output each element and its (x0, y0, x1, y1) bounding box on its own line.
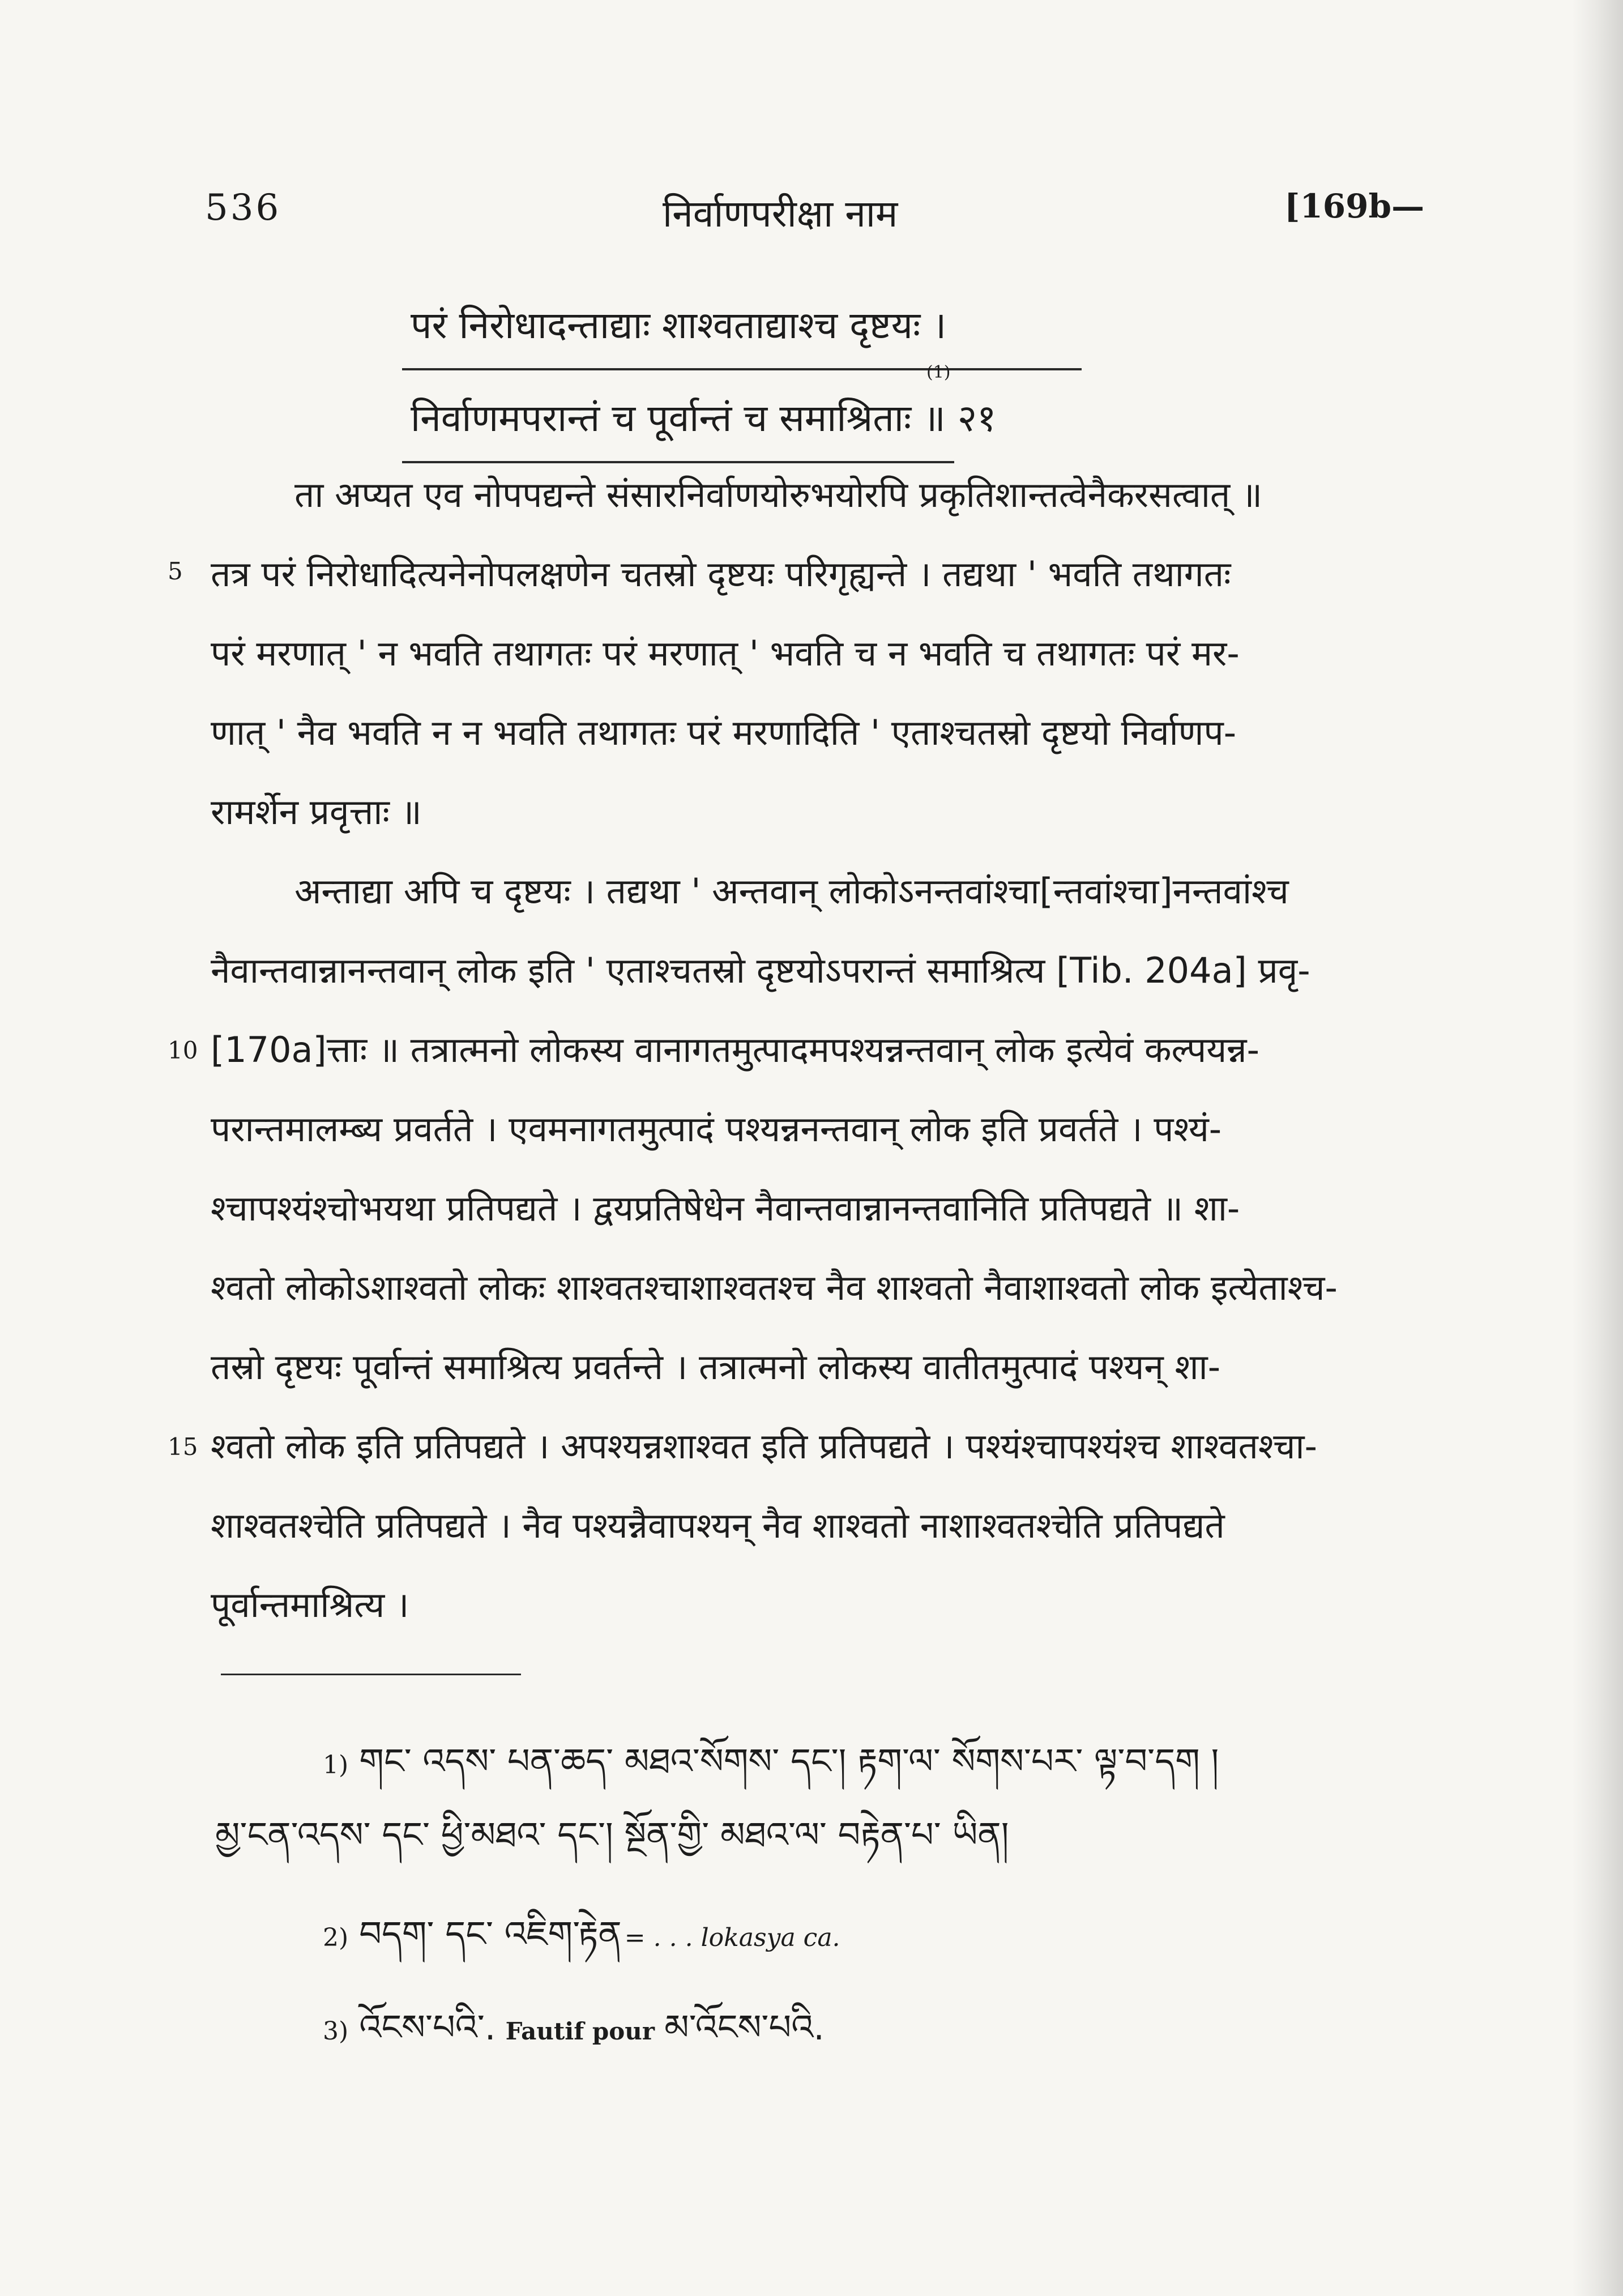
text-line: तस्रो दृष्टयः पूर्वान्तं समाश्रित्य प्रवर्तन्ते । तत्रात्मनो लोकस्य वातीतमुत्पादं पश्यन् शा- (211, 1346, 1221, 1388)
verse-line-2: निर्वाणमपरान्तं च पूर्वान्तं च समाश्रिताः ॥ २१ (402, 376, 954, 463)
verse-line-1: परं निरोधादन्ताद्याः शाश्वताद्याश्च दृष्टयः । (402, 283, 1082, 370)
verse-footnote-marker: (1) (926, 362, 951, 382)
text-line: परं मरणात् ' न भवति तथागतः परं मरणात् ' भवति च न भवति च तथागतः परं मर- (211, 633, 1240, 674)
text-line: पूर्वान्तमाश्रित्य । (211, 1584, 409, 1625)
running-title: निर्वाणपरीक्षा नाम (663, 192, 898, 236)
footnote-marker: 2) (323, 1923, 349, 1952)
line-number: 10 (168, 1036, 198, 1064)
text-line: [170a]त्ताः ॥ तत्रात्मनो लोकस्य वानागतमुत्पादमपश्यन्नन्तवान् लोक इत्येवं कल्पयन्न- (211, 1029, 1259, 1070)
page-number: 536 (205, 187, 281, 229)
line-number: 15 (168, 1433, 198, 1461)
line-number: 5 (168, 557, 183, 585)
footnote-french-note: Fautif pour (505, 2017, 655, 2045)
text-line: परान्तमालम्ब्य प्रवर्तते । एवमनागतमुत्पादं पश्यन्ननन्तवान् लोक इति प्रवर्तते । पश्यं- (211, 1108, 1222, 1150)
footnote-tibetan-text: བདག་ དང་ འཇིག་རྟེན (359, 1913, 622, 1954)
footnote-3 (323, 1988, 825, 2087)
text-line: श्वतो लोकोऽशाश्वतो लोकः शाश्वतश्चाशाश्वतश्च नैव शाश्वतो नैवाशाश्वतो लोक इत्येताश्च- (211, 1267, 1338, 1308)
page-edge-shadow (1572, 0, 1623, 2296)
footnote-sanskrit-gloss: = . . . lokasya ca. (624, 1923, 840, 1952)
footnote-tibetan-correction: མ་འོངས་པའི. (664, 2007, 825, 2048)
footnote-tibetan-text: གང་ འདས་ པན་ཆད་ མཐའ་སོགས་ དང་། རྟག་ལ་ སོགས་པར་ ལྟ་བ་དག ། (359, 1740, 1219, 1782)
footnote-marker: 1) (323, 1751, 349, 1779)
verse-block (402, 283, 1082, 469)
footnote-tibetan-text: མྱ་ངན་འདས་ དང་ ཕྱི་མཐའ་ དང་། སྔོན་གྱི་ མཐའ་ལ་ བརྟེན་པ་ ཡིན། (215, 1814, 1009, 1855)
footnote-tibetan-text: འོངས་པའི་. (359, 2007, 496, 2048)
text-line: णात् ' नैव भवति न न भवति तथागतः परं मरणादिति ' एताश्चतस्रो दृष्टयो निर्वाणप- (211, 712, 1237, 753)
text-line: शाश्वतश्चेति प्रतिपद्यते । नैव पश्यन्नैवापश्यन् नैव शाश्वतो नाशाश्वतश्चेति प्रतिपद्यते (211, 1505, 1225, 1546)
text-line: नैवान्तवान्नानन्तवान् लोक इति ' एताश्चतस्रो दृष्टयोऽपरान्तं समाश्रित्य [Tib. 204a] प्रवृ- (211, 950, 1310, 991)
text-line: अन्ताद्या अपि च दृष्टयः । तद्यथा ' अन्तवान् लोकोऽनन्तवांश्चा[न्तवांश्चा]नन्तवांश्च (294, 870, 1289, 912)
text-line: रामर्शेन प्रवृत्ताः ॥ (211, 791, 422, 833)
footnote-2 (323, 1894, 840, 1994)
text-line: ता अप्यत एव नोपपद्यन्ते संसारनिर्वाणयोरुभयोरपि प्रकृतिशान्तत्वेनैकरसत्वात् ॥ (294, 474, 1263, 515)
footnote-marker: 3) (323, 2017, 349, 2046)
text-line: श्चापश्यंश्चोभयथा प्रतिपद्यते । द्वयप्रतिषेधेन नैवान्तवान्नानन्तवानिति प्रतिपद्यते ॥ शा- (211, 1188, 1240, 1229)
page-header (0, 187, 1623, 255)
folio-reference: [169b— (1284, 187, 1425, 225)
footnote-separator (221, 1674, 521, 1675)
footnote-1-line-2 (215, 1795, 1009, 1894)
text-line: श्वतो लोक इति प्रतिपद्यते । अपश्यन्नशाश्वत इति प्रतिपद्यते । पश्यंश्चापश्यंश्च शाश्वतश्चा- (211, 1426, 1317, 1467)
text-line: तत्र परं निरोधादित्यनेनोपलक्षणेन चतस्रो दृष्टयः परिगृह्यन्ते । तद्यथा ' भवति तथागतः (211, 553, 1231, 595)
